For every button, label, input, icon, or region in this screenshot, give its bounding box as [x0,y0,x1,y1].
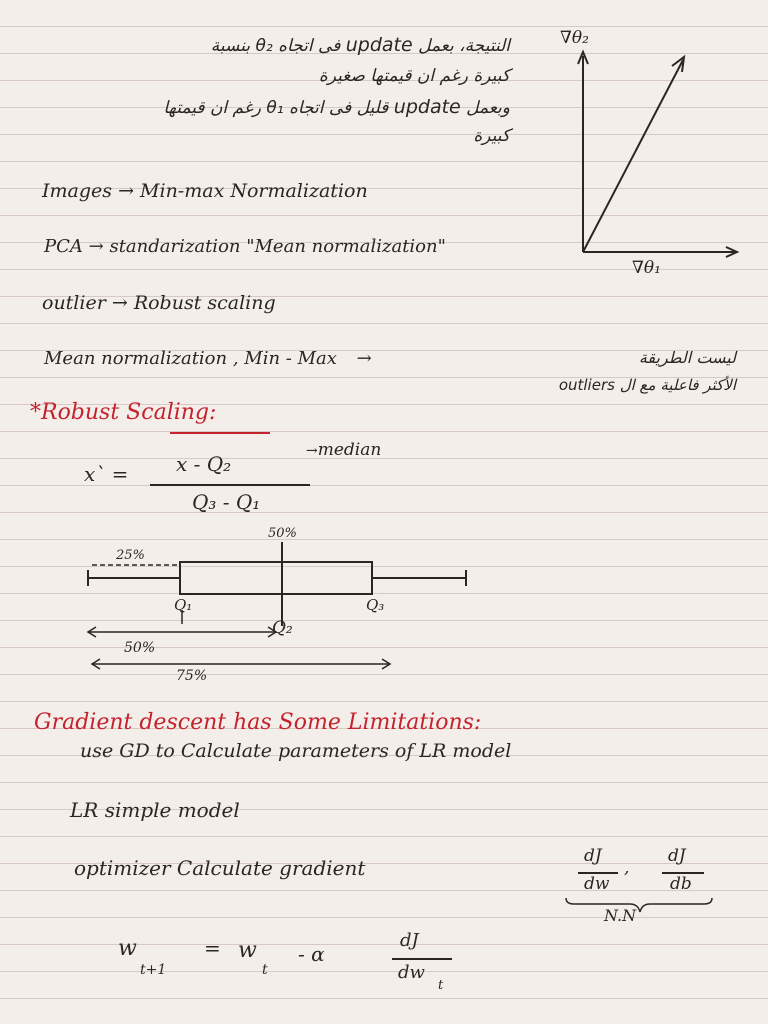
arabic-text: الأكثر فاعلية مع ال [619,376,736,394]
arrow-icon: → [356,348,372,369]
median-text: median [317,440,382,460]
update-den: dw [398,962,425,983]
arrow-icon: → [111,292,128,314]
grad1-num: dJ [584,846,602,866]
update-w-sub: t [262,962,268,978]
theta-2: θ₂ [255,36,273,56]
formula-numerator: x - Q₂ [176,452,232,476]
nn-label: N.N [604,906,637,925]
norm-left: PCA [44,236,83,257]
arabic-text: قليل فى اتجاه θ₁ رغم ان قيمتها [163,98,389,118]
grad2-den: db [670,874,692,894]
arabic-text: بنسبة [210,36,251,56]
outliers-word: outliers [558,376,615,394]
grad1-den: dw [584,874,610,894]
update-den-sub: t [438,978,444,993]
arabic-not-effective: ليست الطريقة [638,348,736,367]
update-w: w [238,938,257,963]
grad-theta2-axis-label: ∇θ₂ [560,28,589,48]
gd-line-2: LR simple model [70,798,240,822]
robust-scaling-heading: *Robust Scaling: [30,400,217,425]
comma: , [624,858,630,878]
mean-minmax-text: Mean normalization , Min - Max [44,348,337,369]
update-word: update [393,96,461,118]
brace [566,898,712,912]
gd-heading: Gradient descent has Some Limitations: [34,710,482,735]
norm-left: Images [42,180,113,202]
formula-denominator: Q₃ - Q₁ [192,490,261,514]
q2-label: Q₂ [272,618,293,638]
norm-right: standarization "Mean normalization" [109,236,446,257]
update-num: dJ [400,930,419,951]
update-word: update [345,34,413,56]
arabic-text: وبعمل [466,98,510,118]
gd-line-1: use GD to Calculate parameters of LR model [80,740,512,762]
update-fraction-bar [392,958,452,960]
update-minus-alpha: - α [298,942,325,966]
grad2-num: dJ [668,846,686,866]
pct-50-bottom: 50% [124,640,156,656]
q1-label: Q₁ [174,596,193,614]
pct-50-top: 50% [268,526,297,541]
arabic-note-line-2: كبيرة رغم ان قيمتها صغيرة [318,66,510,86]
arrow-icon: → [118,180,134,202]
norm-left: outlier [42,292,106,314]
arabic-text: النتيجة، بعمل [418,36,510,56]
update-lhs: w [118,936,137,961]
q3-label: Q₃ [366,596,385,614]
arrow-icon: → [88,236,104,257]
update-lhs-sub: t+1 [140,962,167,978]
pct-75: 75% [176,668,208,684]
arrow-icon: → [306,443,318,459]
grad-theta1-axis-label: ∇θ₁ [632,258,661,278]
arabic-note-line-4: كبيرة [473,126,510,146]
pct-25: 25% [116,548,145,563]
arabic-text: فى اتجاه [278,36,341,56]
norm-right: Robust scaling [133,292,276,314]
gd-line-3: optimizer Calculate gradient [74,856,366,880]
formula-lhs: x` = [84,462,129,486]
update-eq: = [204,936,221,960]
norm-right: Min-max Normalization [140,180,368,202]
